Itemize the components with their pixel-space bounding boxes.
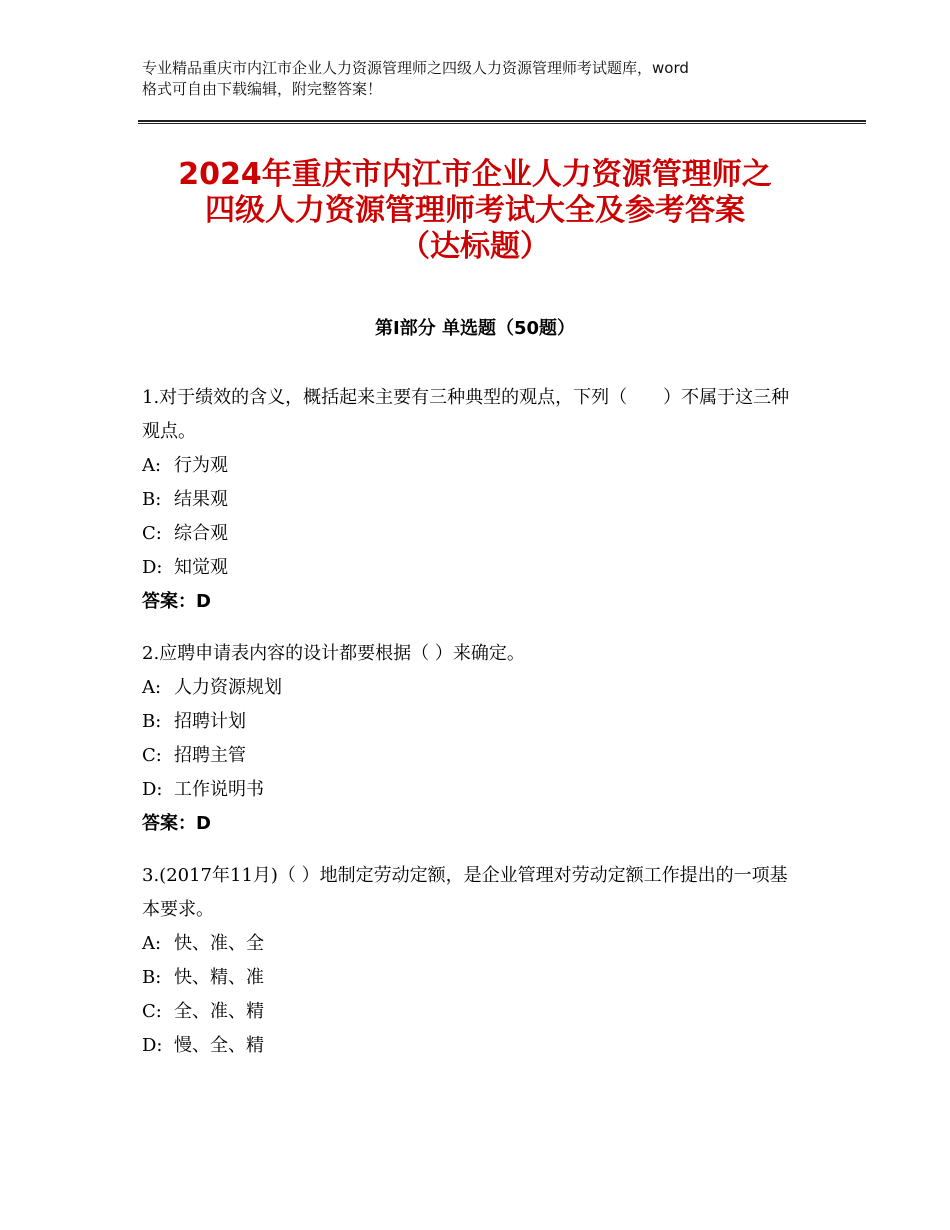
option-text: 招聘主管: [174, 745, 246, 766]
question-3: [142, 859, 822, 1063]
header-divider: [138, 120, 866, 124]
option-text: 全、准、精: [174, 1001, 264, 1022]
option-text: 综合观: [174, 523, 228, 544]
option-key: B:: [142, 711, 162, 732]
option-key: A:: [142, 677, 162, 698]
option-text: 行为观: [174, 455, 228, 476]
option-text: 招聘计划: [174, 711, 246, 732]
question-2: [142, 637, 822, 841]
option-key: D:: [142, 557, 163, 578]
option-text: 快、精、准: [174, 967, 264, 988]
option-text: 人力资源规划: [174, 677, 282, 698]
header-note: [142, 58, 822, 100]
option-key: A:: [142, 455, 162, 476]
option-a: [142, 449, 822, 483]
option-key: C:: [142, 1001, 162, 1022]
option-d: [142, 773, 822, 807]
document-title-line-2: 四级人力资源管理师考试大全及参考答案: [205, 193, 745, 228]
header-note-line-1: 专业精品重庆市内江市企业人力资源管理师之四级人力资源管理师考试题库，word: [142, 59, 689, 77]
option-key: C:: [142, 523, 162, 544]
option-b: [142, 961, 822, 995]
option-text: 工作说明书: [174, 779, 264, 800]
option-text: 知觉观: [174, 557, 228, 578]
question-1: [142, 381, 822, 619]
option-d: [142, 1029, 822, 1063]
option-b: [142, 483, 822, 517]
question-text: 2.应聘申请表内容的设计都要根据（ ）来确定。: [142, 643, 525, 664]
option-c: [142, 739, 822, 773]
option-a: [142, 671, 822, 705]
option-d: [142, 551, 822, 585]
question-text: 3.(2017年11月)（ ）地制定劳动定额，是企业管理对劳动定额工作提出的一项基本要求。: [142, 865, 788, 920]
header-note-line-2: 格式可自由下载编辑，附完整答案！: [142, 80, 383, 98]
question-text: 1.对于绩效的含义，概括起来主要有三种典型的观点，下列（ ）不属于这三种观点。: [142, 387, 790, 442]
answer-text: 答案：D: [142, 591, 211, 612]
option-text: 快、准、全: [174, 933, 264, 954]
document-title-line-1: 2024年重庆市内江市企业人力资源管理师之: [178, 157, 772, 192]
section-title: 第Ⅰ部分 单选题（50题）: [374, 318, 575, 339]
option-key: A:: [142, 933, 162, 954]
option-key: B:: [142, 967, 162, 988]
option-a: [142, 927, 822, 961]
option-c: [142, 517, 822, 551]
option-key: C:: [142, 745, 162, 766]
question-list: [142, 381, 822, 1081]
option-text: 结果观: [174, 489, 228, 510]
option-key: D:: [142, 1035, 163, 1056]
option-text: 慢、全、精: [174, 1035, 264, 1056]
option-key: B:: [142, 489, 162, 510]
option-c: [142, 995, 822, 1029]
option-key: D:: [142, 779, 163, 800]
answer-text: 答案：D: [142, 813, 211, 834]
document-title: [120, 157, 830, 265]
document-title-line-3: （达标题）: [400, 229, 550, 264]
option-b: [142, 705, 822, 739]
